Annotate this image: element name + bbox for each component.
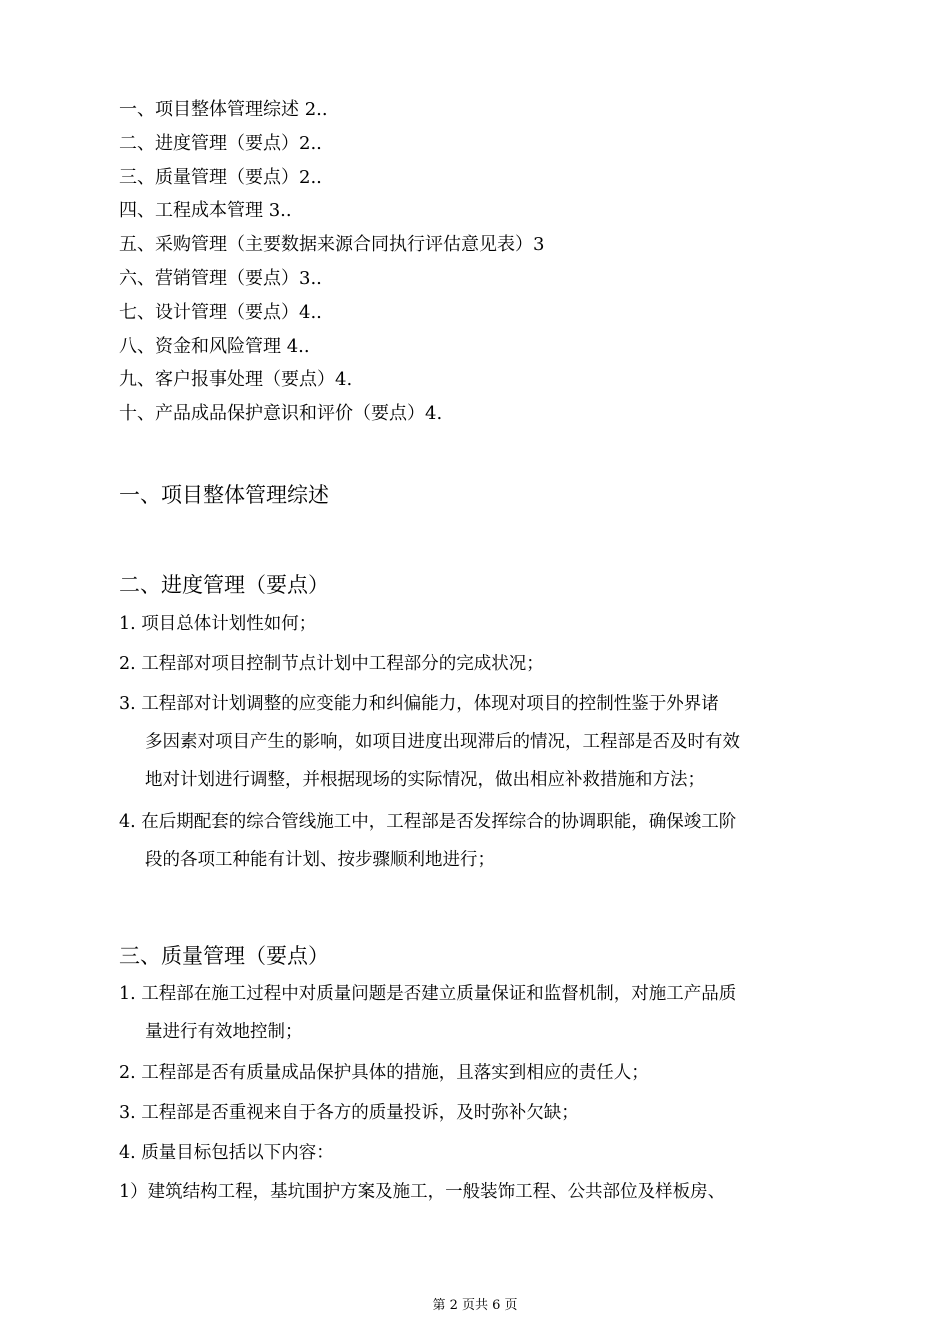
toc-item[interactable]: 八、资金和风险管理 4.. — [119, 335, 310, 357]
list-item — [119, 803, 835, 879]
list-item-line: 1. 工程部在施工过程中对质量问题是否建立质量保证和监督机制，对施工产品质 — [119, 984, 737, 1004]
list-item-line: 地对计划进行调整，并根据现场的实际情况，做出相应补救措施和方法； — [145, 770, 705, 790]
toc-item[interactable]: 五、采购管理（主要数据来源合同执行评估意见表）3 — [119, 234, 545, 256]
toc-item[interactable]: 七、设计管理（要点）4.. — [119, 301, 322, 323]
toc-item[interactable]: 十、产品成品保护意识和评价（要点）4. — [119, 403, 443, 425]
list-item — [119, 1094, 835, 1132]
table-of-contents — [119, 93, 839, 431]
list-item — [119, 685, 835, 799]
toc-item[interactable]: 一、项目整体管理综述 2.. — [119, 99, 328, 120]
toc-item[interactable]: 六、营销管理（要点）3.. — [119, 267, 322, 289]
list-item — [119, 605, 835, 643]
list-item — [119, 1054, 835, 1092]
list-item-line: 量进行有效地控制； — [145, 1022, 303, 1042]
toc-item[interactable]: 三、质量管理（要点）2.. — [119, 166, 322, 188]
list-item-line: 4. 质量目标包括以下内容： — [119, 1143, 334, 1163]
list-item — [119, 1134, 835, 1172]
list-item-line: 1. 项目总体计划性如何； — [119, 614, 317, 634]
list-item-line: 多因素对项目产生的影响，如项目进度出现滞后的情况，工程部是否及时有效 — [145, 732, 740, 752]
toc-item[interactable]: 二、进度管理（要点）2.. — [119, 132, 322, 154]
list-item — [119, 975, 835, 1051]
list-item-line: 2. 工程部是否有质量成品保护具体的措施，且落实到相应的责任人； — [119, 1063, 649, 1083]
list-item — [119, 645, 835, 683]
toc-item[interactable]: 九、客户报事处理（要点）4. — [119, 369, 353, 391]
section-heading-quality: 三、质量管理（要点） — [119, 944, 329, 968]
page-footer: 第 2 页共 6 页 — [432, 1298, 518, 1313]
toc-item[interactable]: 四、工程成本管理 3.. — [119, 200, 292, 222]
section-heading-schedule: 二、进度管理（要点） — [119, 573, 329, 597]
list-item-line: 3. 工程部是否重视来自于各方的质量投诉，及时弥补欠缺； — [119, 1103, 579, 1123]
list-item-line: 1）建筑结构工程，基坑围护方案及施工，一般装饰工程、公共部位及样板房、 — [119, 1182, 726, 1202]
list-item-line: 4. 在后期配套的综合管线施工中，工程部是否发挥综合的协调职能，确保竣工阶 — [119, 812, 737, 832]
list-item-line: 3. 工程部对计划调整的应变能力和纠偏能力，体现对项目的控制性鉴于外界诸 — [119, 694, 719, 714]
list-item — [119, 1173, 835, 1211]
section-heading-overview: 一、项目整体管理综述 — [119, 483, 329, 507]
list-item-line: 2. 工程部对项目控制节点计划中工程部分的完成状况； — [119, 654, 544, 674]
list-item-line: 段的各项工种能有计划、按步骤顺利地进行； — [145, 850, 495, 870]
